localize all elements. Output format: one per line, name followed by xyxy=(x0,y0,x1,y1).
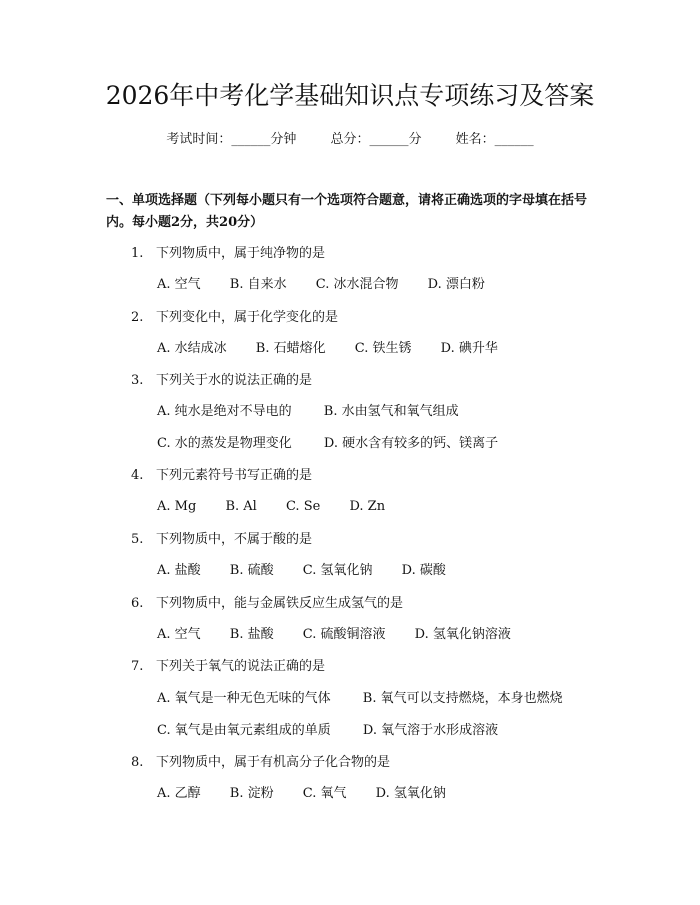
question-3 xyxy=(131,371,312,391)
page-title: 2026年中考化学基础知识点专项练习及答案 xyxy=(105,81,595,110)
option-d: D. 碳酸 xyxy=(401,563,446,578)
question-4 xyxy=(131,466,312,486)
option-d: D. Zn xyxy=(349,499,386,514)
question-2-options xyxy=(157,339,498,359)
question-3-options-row-1 xyxy=(157,402,487,422)
question-number: 1. xyxy=(131,246,144,261)
option-b: B. 盐酸 xyxy=(229,627,274,642)
exam-time-label: 考试时间：______分钟 xyxy=(166,132,297,147)
question-4-options xyxy=(157,497,385,517)
question-text: 下列物质中，属于有机高分子化合物的是 xyxy=(156,755,391,770)
question-number: 7. xyxy=(131,659,144,674)
question-7-options-row-1 xyxy=(157,689,591,709)
option-b: B. 淀粉 xyxy=(229,786,274,801)
option-d: D. 氧气溶于水形成溶液 xyxy=(362,723,499,738)
option-c: C. 氢氧化钠 xyxy=(302,563,373,578)
option-b: B. 石蜡熔化 xyxy=(255,341,326,356)
question-7 xyxy=(131,657,325,677)
option-b: B. Al xyxy=(225,499,257,514)
option-c: C. Se xyxy=(285,499,321,514)
question-8-options xyxy=(157,784,446,804)
question-3-options-row-2 xyxy=(157,434,526,454)
question-text: 下列关于水的说法正确的是 xyxy=(156,373,313,388)
option-b: B. 氧气可以支持燃烧，本身也燃烧 xyxy=(362,691,563,706)
question-number: 4. xyxy=(131,468,144,483)
exam-meta xyxy=(0,130,700,150)
option-c: C. 水的蒸发是物理变化 xyxy=(157,436,292,451)
question-8 xyxy=(131,753,390,773)
option-c: C. 冰水混合物 xyxy=(315,277,399,292)
question-2 xyxy=(131,308,338,328)
question-text: 下列物质中，不属于酸的是 xyxy=(156,532,313,547)
question-number: 8. xyxy=(131,755,144,770)
question-6 xyxy=(131,594,403,614)
question-5-options xyxy=(157,561,446,581)
option-a: A. 空气 xyxy=(157,627,201,642)
question-text: 下列物质中，属于纯净物的是 xyxy=(156,246,326,261)
question-5 xyxy=(131,530,312,550)
question-number: 2. xyxy=(131,310,144,325)
option-c: C. 氧气 xyxy=(302,786,347,801)
question-number: 3. xyxy=(131,373,144,388)
question-text: 下列元素符号书写正确的是 xyxy=(156,468,313,483)
question-6-options xyxy=(157,625,511,645)
question-text: 下列关于氧气的说法正确的是 xyxy=(156,659,326,674)
option-d: D. 碘升华 xyxy=(440,341,498,356)
option-a: A. 水结成冰 xyxy=(157,341,227,356)
question-number: 6. xyxy=(131,596,144,611)
option-b: B. 自来水 xyxy=(229,277,287,292)
question-1 xyxy=(131,244,325,264)
question-number: 5. xyxy=(131,532,144,547)
option-a: A. 空气 xyxy=(157,277,201,292)
option-b: B. 水由氢气和氧气组成 xyxy=(323,404,459,419)
option-a: A. 氧气是一种无色无味的气体 xyxy=(157,691,331,706)
option-c: C. 硫酸铜溶液 xyxy=(302,627,386,642)
option-c: C. 氧气是由氧元素组成的单质 xyxy=(157,723,331,738)
section-heading: 一、单项选择题（下列每小题只有一个选项符合题意，请将正确选项的字母填在括号内。每小题2分，共20分） xyxy=(106,193,588,230)
option-d: D. 氢氧化钠 xyxy=(375,786,446,801)
option-a: A. 纯水是绝对不导电的 xyxy=(157,404,292,419)
total-score-label: 总分：______分 xyxy=(330,132,422,147)
option-b: B. 硫酸 xyxy=(229,563,274,578)
option-a: A. 盐酸 xyxy=(157,563,201,578)
option-a: A. Mg xyxy=(157,499,197,514)
option-a: A. 乙醇 xyxy=(157,786,201,801)
question-1-options xyxy=(157,275,485,295)
option-d: D. 漂白粉 xyxy=(427,277,485,292)
question-text: 下列变化中，属于化学变化的是 xyxy=(156,310,339,325)
option-d: D. 硬水含有较多的钙、镁离子 xyxy=(323,436,499,451)
question-text: 下列物质中，能与金属铁反应生成氢气的是 xyxy=(156,596,404,611)
option-c: C. 铁生锈 xyxy=(354,341,412,356)
question-7-options-row-2 xyxy=(157,721,526,741)
option-d: D. 氢氧化钠溶液 xyxy=(414,627,511,642)
name-label: 姓名：______ xyxy=(455,132,534,147)
